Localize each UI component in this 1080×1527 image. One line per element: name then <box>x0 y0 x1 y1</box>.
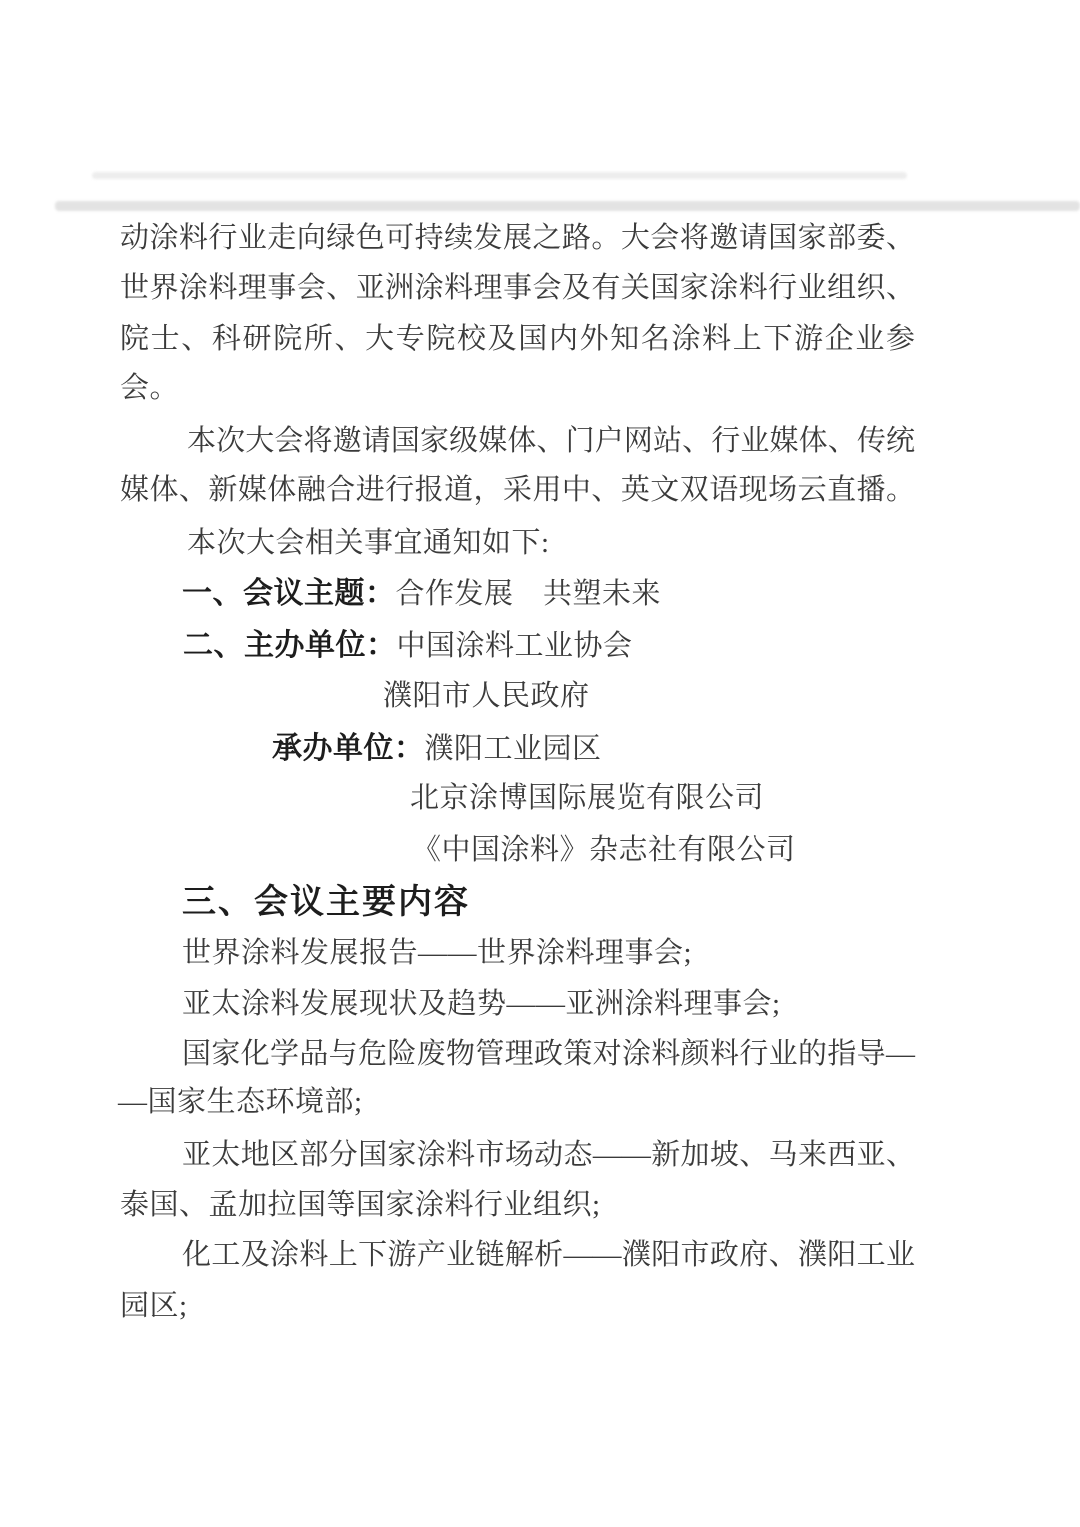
bold-label: 承办单位： <box>272 732 425 765</box>
text-line <box>412 834 796 867</box>
line-text: 濮阳市人民政府 <box>383 680 590 712</box>
line-text: 《中国涂料》杂志社有限公司 <box>412 834 796 866</box>
labeled-text-line <box>272 732 602 767</box>
line-text: 中国涂料工业协会 <box>396 630 633 662</box>
line-text: 院士、科研院所、大专院校及国内外知名涂料上下游企业参 <box>120 323 915 355</box>
text-line <box>120 372 179 405</box>
scan-streak-artifact <box>92 172 907 179</box>
text-line <box>120 222 915 255</box>
text-line <box>120 1189 601 1222</box>
text-line <box>187 527 550 560</box>
line-text: 会。 <box>120 372 180 404</box>
text-line <box>182 937 692 970</box>
text-line <box>120 323 915 356</box>
line-text: 亚太地区部分国家涂料市场动态——新加坡、马来西亚、 <box>182 1139 915 1171</box>
text-line <box>410 782 764 815</box>
line-text: 本次大会相关事宜通知如下: <box>187 527 550 559</box>
bold-label: 一、会议主题： <box>182 577 396 610</box>
text-line <box>383 680 590 713</box>
text-line <box>118 1086 363 1119</box>
labeled-text-line <box>183 629 633 664</box>
line-text: 濮阳工业园区 <box>424 733 602 765</box>
line-text: 媒体、新媒体融合进行报道，采用中、英文双语现场云直播。 <box>120 474 915 506</box>
text-line <box>187 425 915 458</box>
text-line <box>182 1139 915 1172</box>
text-line <box>120 272 915 305</box>
line-text: —国家生态环境部; <box>118 1086 363 1118</box>
text-line <box>120 1290 188 1323</box>
line-text: 合作发展 共塑未来 <box>395 578 662 610</box>
line-text: 北京涂博国际展览有限公司 <box>410 782 765 814</box>
bold-label: 二、主办单位： <box>183 629 397 662</box>
text-line <box>182 1038 915 1071</box>
text-line <box>182 988 781 1021</box>
labeled-text-line <box>182 577 661 612</box>
scan-streak-artifact <box>55 201 1080 211</box>
line-text: 动涂料行业走向绿色可持续发展之路。大会将邀请国家部委、 <box>120 222 915 254</box>
line-text: 化工及涂料上下游产业链解析——濮阳市政府、濮阳工业 <box>182 1239 915 1271</box>
line-text: 国家化学品与危险废物管理政策对涂料颜料行业的指导— <box>182 1038 915 1070</box>
text-line <box>120 474 915 507</box>
bold-label: 三、会议主要内容 <box>182 883 470 921</box>
line-text: 园区; <box>120 1290 188 1322</box>
line-text: 泰国、孟加拉国等国家涂料行业组织; <box>120 1189 601 1221</box>
line-text: 世界涂料发展报告——世界涂料理事会; <box>182 937 693 969</box>
line-text: 本次大会将邀请国家级媒体、门户网站、行业媒体、传统 <box>187 425 915 457</box>
line-text: 亚太涂料发展现状及趋势——亚洲涂料理事会; <box>182 988 781 1020</box>
text-line <box>182 1239 915 1272</box>
line-text: 世界涂料理事会、亚洲涂料理事会及有关国家涂料行业组织、 <box>120 272 915 304</box>
section-heading-line <box>182 883 470 922</box>
